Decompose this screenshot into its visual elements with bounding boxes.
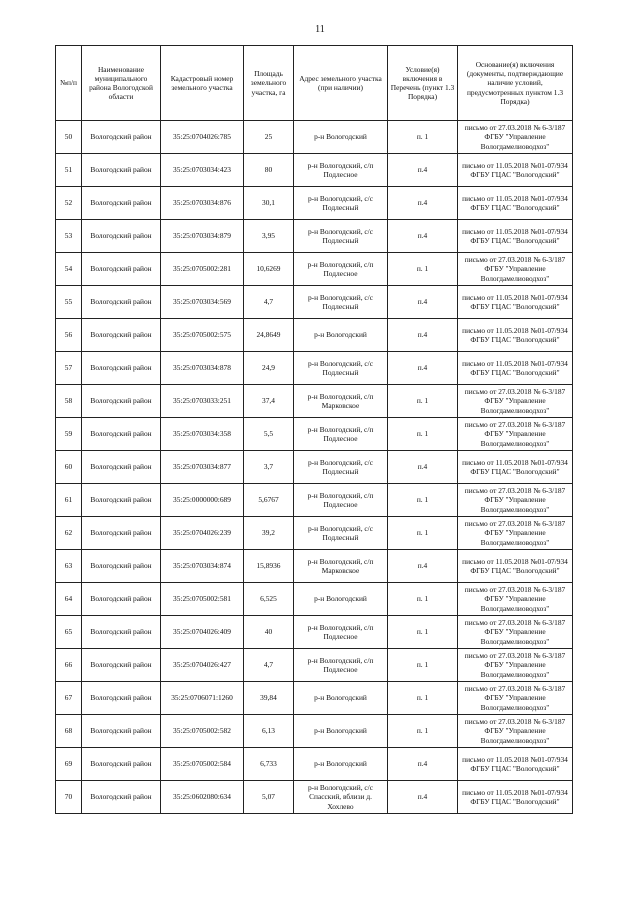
cell-row-number: 58 — [56, 385, 82, 418]
cell-cadastral-number: 35:25:0703033:251 — [161, 385, 244, 418]
cell-condition: п.4 — [388, 550, 458, 583]
cell-condition: п.4 — [388, 451, 458, 484]
cell-condition: п.4 — [388, 748, 458, 781]
cell-basis: письмо от 27.03.2018 № 6-3/187 ФГБУ "Управление Вологдамелиоводхоз" — [458, 418, 573, 451]
cell-row-number: 70 — [56, 781, 82, 814]
cell-row-number: 60 — [56, 451, 82, 484]
cell-area: 3,7 — [244, 451, 294, 484]
cell-area: 80 — [244, 154, 294, 187]
cell-address: р-н Вологодский, с/п Марковское — [294, 550, 388, 583]
header-row-number: №п/п — [56, 46, 82, 121]
table-row — [56, 484, 573, 517]
cell-row-number: 54 — [56, 253, 82, 286]
cell-cadastral-number: 35:25:0704026:785 — [161, 121, 244, 154]
cell-cadastral-number: 35:25:0705002:281 — [161, 253, 244, 286]
cell-condition: п. 1 — [388, 253, 458, 286]
cell-area: 4,7 — [244, 649, 294, 682]
cell-area: 5,6767 — [244, 484, 294, 517]
cell-cadastral-number: 35:25:0703034:879 — [161, 220, 244, 253]
cell-basis: письмо от 27.03.2018 № 6-3/187 ФГБУ "Управление Вологдамелиоводхоз" — [458, 649, 573, 682]
cell-cadastral-number: 35:25:0706071:1260 — [161, 682, 244, 715]
cell-address: р-н Вологодский, с/с Подлесный — [294, 220, 388, 253]
cell-basis: письмо от 11.05.2018 №01-07/934 ФГБУ ГЦАС "Вологодский" — [458, 319, 573, 352]
cell-row-number: 63 — [56, 550, 82, 583]
cell-address: р-н Вологодский — [294, 715, 388, 748]
cell-address: р-н Вологодский, с/п Подлесное — [294, 418, 388, 451]
cell-district: Вологодский район — [82, 418, 161, 451]
cell-cadastral-number: 35:25:0703034:878 — [161, 352, 244, 385]
cell-cadastral-number: 35:25:0000000:689 — [161, 484, 244, 517]
header-address: Адрес земельного участка (при наличии) — [294, 46, 388, 121]
cell-basis: письмо от 11.05.2018 №01-07/934 ФГБУ ГЦАС "Вологодский" — [458, 451, 573, 484]
table-row — [56, 121, 573, 154]
cell-address: р-н Вологодский, с/с Подлесный — [294, 187, 388, 220]
cell-address: р-н Вологодский, с/п Подлесное — [294, 616, 388, 649]
table-row — [56, 319, 573, 352]
cell-area: 37,4 — [244, 385, 294, 418]
cell-district: Вологодский район — [82, 385, 161, 418]
cell-condition: п. 1 — [388, 649, 458, 682]
cell-district: Вологодский район — [82, 583, 161, 616]
cell-district: Вологодский район — [82, 781, 161, 814]
cell-address: р-н Вологодский — [294, 583, 388, 616]
cell-district: Вологодский район — [82, 154, 161, 187]
cell-district: Вологодский район — [82, 352, 161, 385]
cell-basis: письмо от 11.05.2018 №01-07/934 ФГБУ ГЦАС "Вологодский" — [458, 286, 573, 319]
table-row — [56, 220, 573, 253]
header-cadastral-number: Кадастровый номер земельного участка — [161, 46, 244, 121]
cell-cadastral-number: 35:25:0703034:569 — [161, 286, 244, 319]
table-row — [56, 649, 573, 682]
cell-area: 6,525 — [244, 583, 294, 616]
cell-row-number: 56 — [56, 319, 82, 352]
cell-cadastral-number: 35:25:0602080:634 — [161, 781, 244, 814]
cell-cadastral-number: 35:25:0704026:409 — [161, 616, 244, 649]
cell-basis: письмо от 27.03.2018 № 6-3/187 ФГБУ "Управление Вологдамелиоводхоз" — [458, 121, 573, 154]
header-basis: Основание(я) включения (документы, подтверждающие наличие условий, предусмотренных пунктом 1.3 Порядка) — [458, 46, 573, 121]
cell-basis: письмо от 27.03.2018 № 6-3/187 ФГБУ "Управление Вологдамелиоводхоз" — [458, 583, 573, 616]
table-header-row — [56, 46, 573, 121]
cell-area: 5,07 — [244, 781, 294, 814]
cell-row-number: 65 — [56, 616, 82, 649]
cell-address: р-н Вологодский, с/с Подлесный — [294, 451, 388, 484]
cell-cadastral-number: 35:25:0703034:358 — [161, 418, 244, 451]
cell-district: Вологодский район — [82, 121, 161, 154]
cell-condition: п.4 — [388, 352, 458, 385]
cell-address: р-н Вологодский, с/с Подлесный — [294, 352, 388, 385]
cell-basis: письмо от 11.05.2018 №01-07/934 ФГБУ ГЦАС "Вологодский" — [458, 748, 573, 781]
cell-basis: письмо от 27.03.2018 № 6-3/187 ФГБУ "Управление Вологдамелиоводхоз" — [458, 682, 573, 715]
cell-basis: письмо от 11.05.2018 №01-07/934 ФГБУ ГЦАС "Вологодский" — [458, 187, 573, 220]
cell-area: 4,7 — [244, 286, 294, 319]
cell-district: Вологодский район — [82, 517, 161, 550]
cell-basis: письмо от 11.05.2018 №01-07/934 ФГБУ ГЦАС "Вологодский" — [458, 550, 573, 583]
table-row — [56, 781, 573, 814]
table-body — [56, 121, 573, 814]
cell-area: 6,733 — [244, 748, 294, 781]
cell-basis: письмо от 11.05.2018 №01-07/934 ФГБУ ГЦАС "Вологодский" — [458, 352, 573, 385]
table-row — [56, 286, 573, 319]
cell-row-number: 62 — [56, 517, 82, 550]
cell-basis: письмо от 11.05.2018 №01-07/934 ФГБУ ГЦАС "Вологодский" — [458, 220, 573, 253]
cell-address: р-н Вологодский, с/п Марковское — [294, 385, 388, 418]
cell-condition: п.4 — [388, 781, 458, 814]
cell-address: р-н Вологодский — [294, 682, 388, 715]
cell-district: Вологодский район — [82, 286, 161, 319]
cell-district: Вологодский район — [82, 484, 161, 517]
table-row — [56, 748, 573, 781]
table-row — [56, 352, 573, 385]
cell-address: р-н Вологодский, с/п Подлесное — [294, 484, 388, 517]
cell-district: Вологодский район — [82, 319, 161, 352]
cell-address: р-н Вологодский, с/п Подлесное — [294, 154, 388, 187]
cell-address: р-н Вологодский — [294, 319, 388, 352]
cell-address: р-н Вологодский, с/с Подлесный — [294, 286, 388, 319]
cell-cadastral-number: 35:25:0705002:582 — [161, 715, 244, 748]
cell-district: Вологодский район — [82, 220, 161, 253]
cell-area: 15,8936 — [244, 550, 294, 583]
cell-row-number: 50 — [56, 121, 82, 154]
cell-area: 3,95 — [244, 220, 294, 253]
cell-row-number: 53 — [56, 220, 82, 253]
cell-condition: п.4 — [388, 154, 458, 187]
table-row — [56, 682, 573, 715]
cell-area: 24,8649 — [244, 319, 294, 352]
cell-district: Вологодский район — [82, 649, 161, 682]
cell-cadastral-number: 35:25:0705002:581 — [161, 583, 244, 616]
table-row — [56, 616, 573, 649]
table-row — [56, 517, 573, 550]
table-row — [56, 187, 573, 220]
cell-condition: п. 1 — [388, 385, 458, 418]
cell-district: Вологодский район — [82, 550, 161, 583]
cell-area: 10,6269 — [244, 253, 294, 286]
cell-address: р-н Вологодский, с/п Подлесное — [294, 649, 388, 682]
cell-district: Вологодский район — [82, 616, 161, 649]
cell-address: р-н Вологодский — [294, 121, 388, 154]
cell-condition: п. 1 — [388, 715, 458, 748]
cell-basis: письмо от 27.03.2018 № 6-3/187 ФГБУ "Управление Вологдамелиоводхоз" — [458, 484, 573, 517]
cell-condition: п. 1 — [388, 418, 458, 451]
cell-district: Вологодский район — [82, 187, 161, 220]
cell-basis: письмо от 11.05.2018 №01-07/934 ФГБУ ГЦАС "Вологодский" — [458, 154, 573, 187]
land-plot-register-table — [55, 45, 573, 814]
cell-address: р-н Вологодский, с/с Подлесный — [294, 517, 388, 550]
cell-address: р-н Вологодский — [294, 748, 388, 781]
cell-cadastral-number: 35:25:0703034:423 — [161, 154, 244, 187]
table-row — [56, 253, 573, 286]
cell-district: Вологодский район — [82, 451, 161, 484]
cell-cadastral-number: 35:25:0704026:427 — [161, 649, 244, 682]
cell-cadastral-number: 35:25:0704026:239 — [161, 517, 244, 550]
cell-address: р-н Вологодский, с/с Спасский, вблизи д. Хохлево — [294, 781, 388, 814]
cell-area: 40 — [244, 616, 294, 649]
cell-row-number: 55 — [56, 286, 82, 319]
cell-row-number: 66 — [56, 649, 82, 682]
cell-area: 25 — [244, 121, 294, 154]
cell-row-number: 68 — [56, 715, 82, 748]
cell-cadastral-number: 35:25:0703034:876 — [161, 187, 244, 220]
cell-basis: письмо от 27.03.2018 № 6-3/187 ФГБУ "Управление Вологдамелиоводхоз" — [458, 616, 573, 649]
cell-condition: п. 1 — [388, 517, 458, 550]
cell-cadastral-number: 35:25:0705002:584 — [161, 748, 244, 781]
cell-condition: п. 1 — [388, 682, 458, 715]
cell-area: 6,13 — [244, 715, 294, 748]
cell-district: Вологодский район — [82, 715, 161, 748]
cell-district: Вологодский район — [82, 253, 161, 286]
table-row — [56, 154, 573, 187]
table-row — [56, 550, 573, 583]
cell-condition: п.4 — [388, 187, 458, 220]
cell-row-number: 57 — [56, 352, 82, 385]
cell-basis: письмо от 27.03.2018 № 6-3/187 ФГБУ "Управление Вологдамелиоводхоз" — [458, 385, 573, 418]
page-number: 11 — [315, 24, 325, 35]
table-row — [56, 451, 573, 484]
cell-basis: письмо от 11.05.2018 №01-07/934 ФГБУ ГЦАС "Вологодский" — [458, 781, 573, 814]
cell-basis: письмо от 27.03.2018 № 6-3/187 ФГБУ "Управление Вологдамелиоводхоз" — [458, 715, 573, 748]
header-condition: Условие(я) включения в Перечень (пункт 1.3 Порядка) — [388, 46, 458, 121]
cell-cadastral-number: 35:25:0703034:877 — [161, 451, 244, 484]
table-row — [56, 715, 573, 748]
cell-basis: письмо от 27.03.2018 № 6-3/187 ФГБУ "Управление Вологдамелиоводхоз" — [458, 517, 573, 550]
cell-district: Вологодский район — [82, 682, 161, 715]
cell-condition: п.4 — [388, 286, 458, 319]
cell-condition: п.4 — [388, 319, 458, 352]
header-area: Площадь земельного участка, га — [244, 46, 294, 121]
cell-area: 5,5 — [244, 418, 294, 451]
cell-cadastral-number: 35:25:0705002:575 — [161, 319, 244, 352]
cell-condition: п. 1 — [388, 616, 458, 649]
cell-row-number: 67 — [56, 682, 82, 715]
table-row — [56, 583, 573, 616]
cell-area: 30,1 — [244, 187, 294, 220]
cell-area: 39,84 — [244, 682, 294, 715]
cell-cadastral-number: 35:25:0703034:874 — [161, 550, 244, 583]
table-row — [56, 385, 573, 418]
cell-row-number: 61 — [56, 484, 82, 517]
cell-condition: п.4 — [388, 220, 458, 253]
cell-condition: п. 1 — [388, 583, 458, 616]
cell-row-number: 59 — [56, 418, 82, 451]
table-row — [56, 418, 573, 451]
cell-row-number: 51 — [56, 154, 82, 187]
cell-row-number: 52 — [56, 187, 82, 220]
header-district: Наименование муниципального района Вологодской области — [82, 46, 161, 121]
cell-condition: п. 1 — [388, 121, 458, 154]
cell-area: 39,2 — [244, 517, 294, 550]
cell-address: р-н Вологодский, с/п Подлесное — [294, 253, 388, 286]
cell-district: Вологодский район — [82, 748, 161, 781]
cell-basis: письмо от 27.03.2018 № 6-3/187 ФГБУ "Управление Вологдамелиоводхоз" — [458, 253, 573, 286]
cell-row-number: 64 — [56, 583, 82, 616]
cell-condition: п. 1 — [388, 484, 458, 517]
cell-row-number: 69 — [56, 748, 82, 781]
cell-area: 24,9 — [244, 352, 294, 385]
